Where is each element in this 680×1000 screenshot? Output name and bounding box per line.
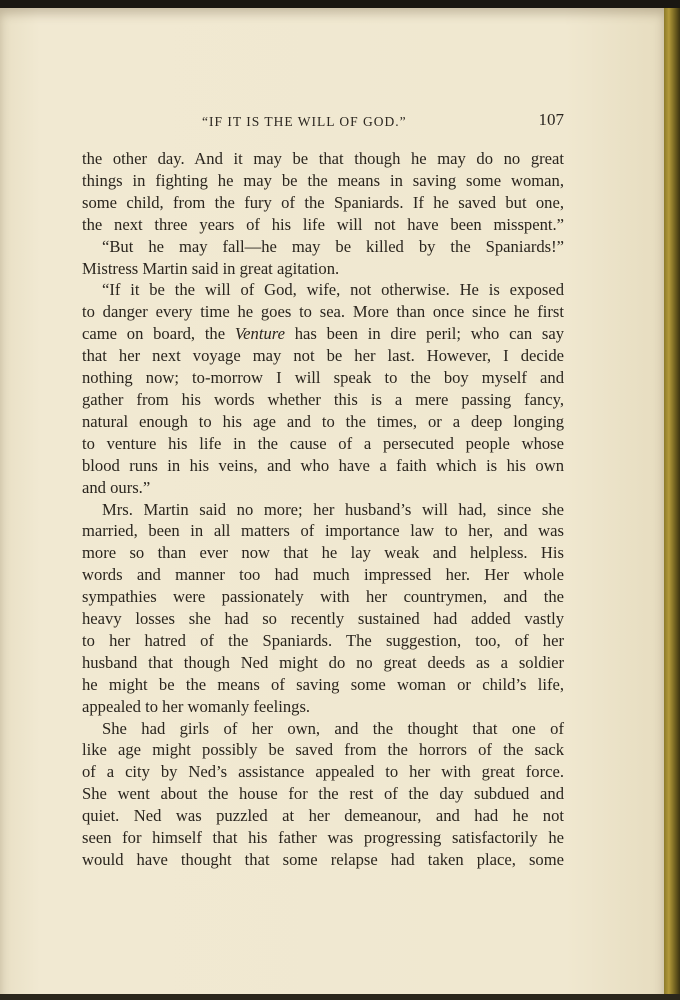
text-line: seen for himself that his father was progressing satisfactorily he [82,828,564,848]
text-line: husband that though Ned might do no great deeds as a soldier [82,652,564,672]
paragraph [82,718,564,871]
text-line: he might be the means of saving some woman or child’s life, [82,674,564,694]
text-line: would have thought that some relapse had taken place, some [82,850,564,869]
book-cover-edge [664,8,680,1000]
text-fragment: has been in dire peril; who can say [294,324,565,344]
text-line: Mrs. Martin said no more; her husband’s will had, since she [102,499,564,519]
text-line: that her next voyage may not be her last. However, I decide [82,346,564,366]
page-header [82,110,564,136]
text-line: married, been in all matters of importance law to her, and was [82,521,564,541]
text-line: “If it be the will of God, wife, not otherwise. He is exposed [102,280,564,300]
scan-bottom-border [0,994,680,1000]
text-line: to her hatred of the Spaniards. The suggestion, too, of her [82,630,564,650]
paragraph [82,148,564,236]
running-head: “IF IT IS THE WILL OF GOD.” [202,114,407,129]
ship-name: Venture [234,324,285,344]
text-line: to venture his life in the cause of a persecuted people whose [82,433,564,453]
text-line: some child, from the fury of the Spaniards. If he saved but one, [82,192,564,212]
text-line: the next three years of his life will not have been misspent.” [82,214,564,234]
text-line: blood runs in his veins, and who have a faith which is his own [82,455,564,475]
paragraph [82,236,564,280]
paragraph [82,279,564,498]
text-line: She had girls of her own, and the thought that one of [102,718,564,738]
text-line: nothing now; to-morrow I will speak to the boy myself and [82,368,564,388]
page-body [82,148,564,871]
text-fragment: came on board, the [82,324,226,344]
text-line: words and manner too had much impressed her. Her whole [82,565,564,585]
text-line: more so than ever now that he lay weak and helpless. His [82,543,564,563]
text-line: sympathies were passionately with her countrymen, and the [82,587,564,607]
page-number: 107 [538,110,564,129]
text-line: “But he may fall—he may be killed by the Spaniards!” [102,236,564,256]
text-line: of a city by Ned’s assistance appealed to her with great force. [82,762,564,782]
text-line: appealed to her womanly feelings. [82,696,311,716]
paragraph [82,499,564,718]
text-line: She went about the house for the rest of the day subdued and [82,784,564,804]
text-line: like age might possibly be saved from the horrors of the sack [82,740,564,760]
text-line: quiet. Ned was puzzled at her demeanour, and had he not [82,806,564,826]
text-line: Mistress Martin said in great agitation. [82,258,340,278]
text-line: the other day. And it may be that though he may do no great [82,149,564,168]
text-line: and ours.” [82,477,151,497]
text-line: heavy losses she had so recently sustained had added vastly [82,609,564,629]
text-line: things in fighting he may be the means in saving some woman, [82,170,564,190]
text-line: gather from his words whether this is a mere passing fancy, [82,389,564,409]
text-line: to danger every time he goes to sea. More than once since he first [82,302,564,322]
text-line-with-italic [82,323,564,345]
text-line: natural enough to his age and to the times, or a deep longing [82,411,564,431]
